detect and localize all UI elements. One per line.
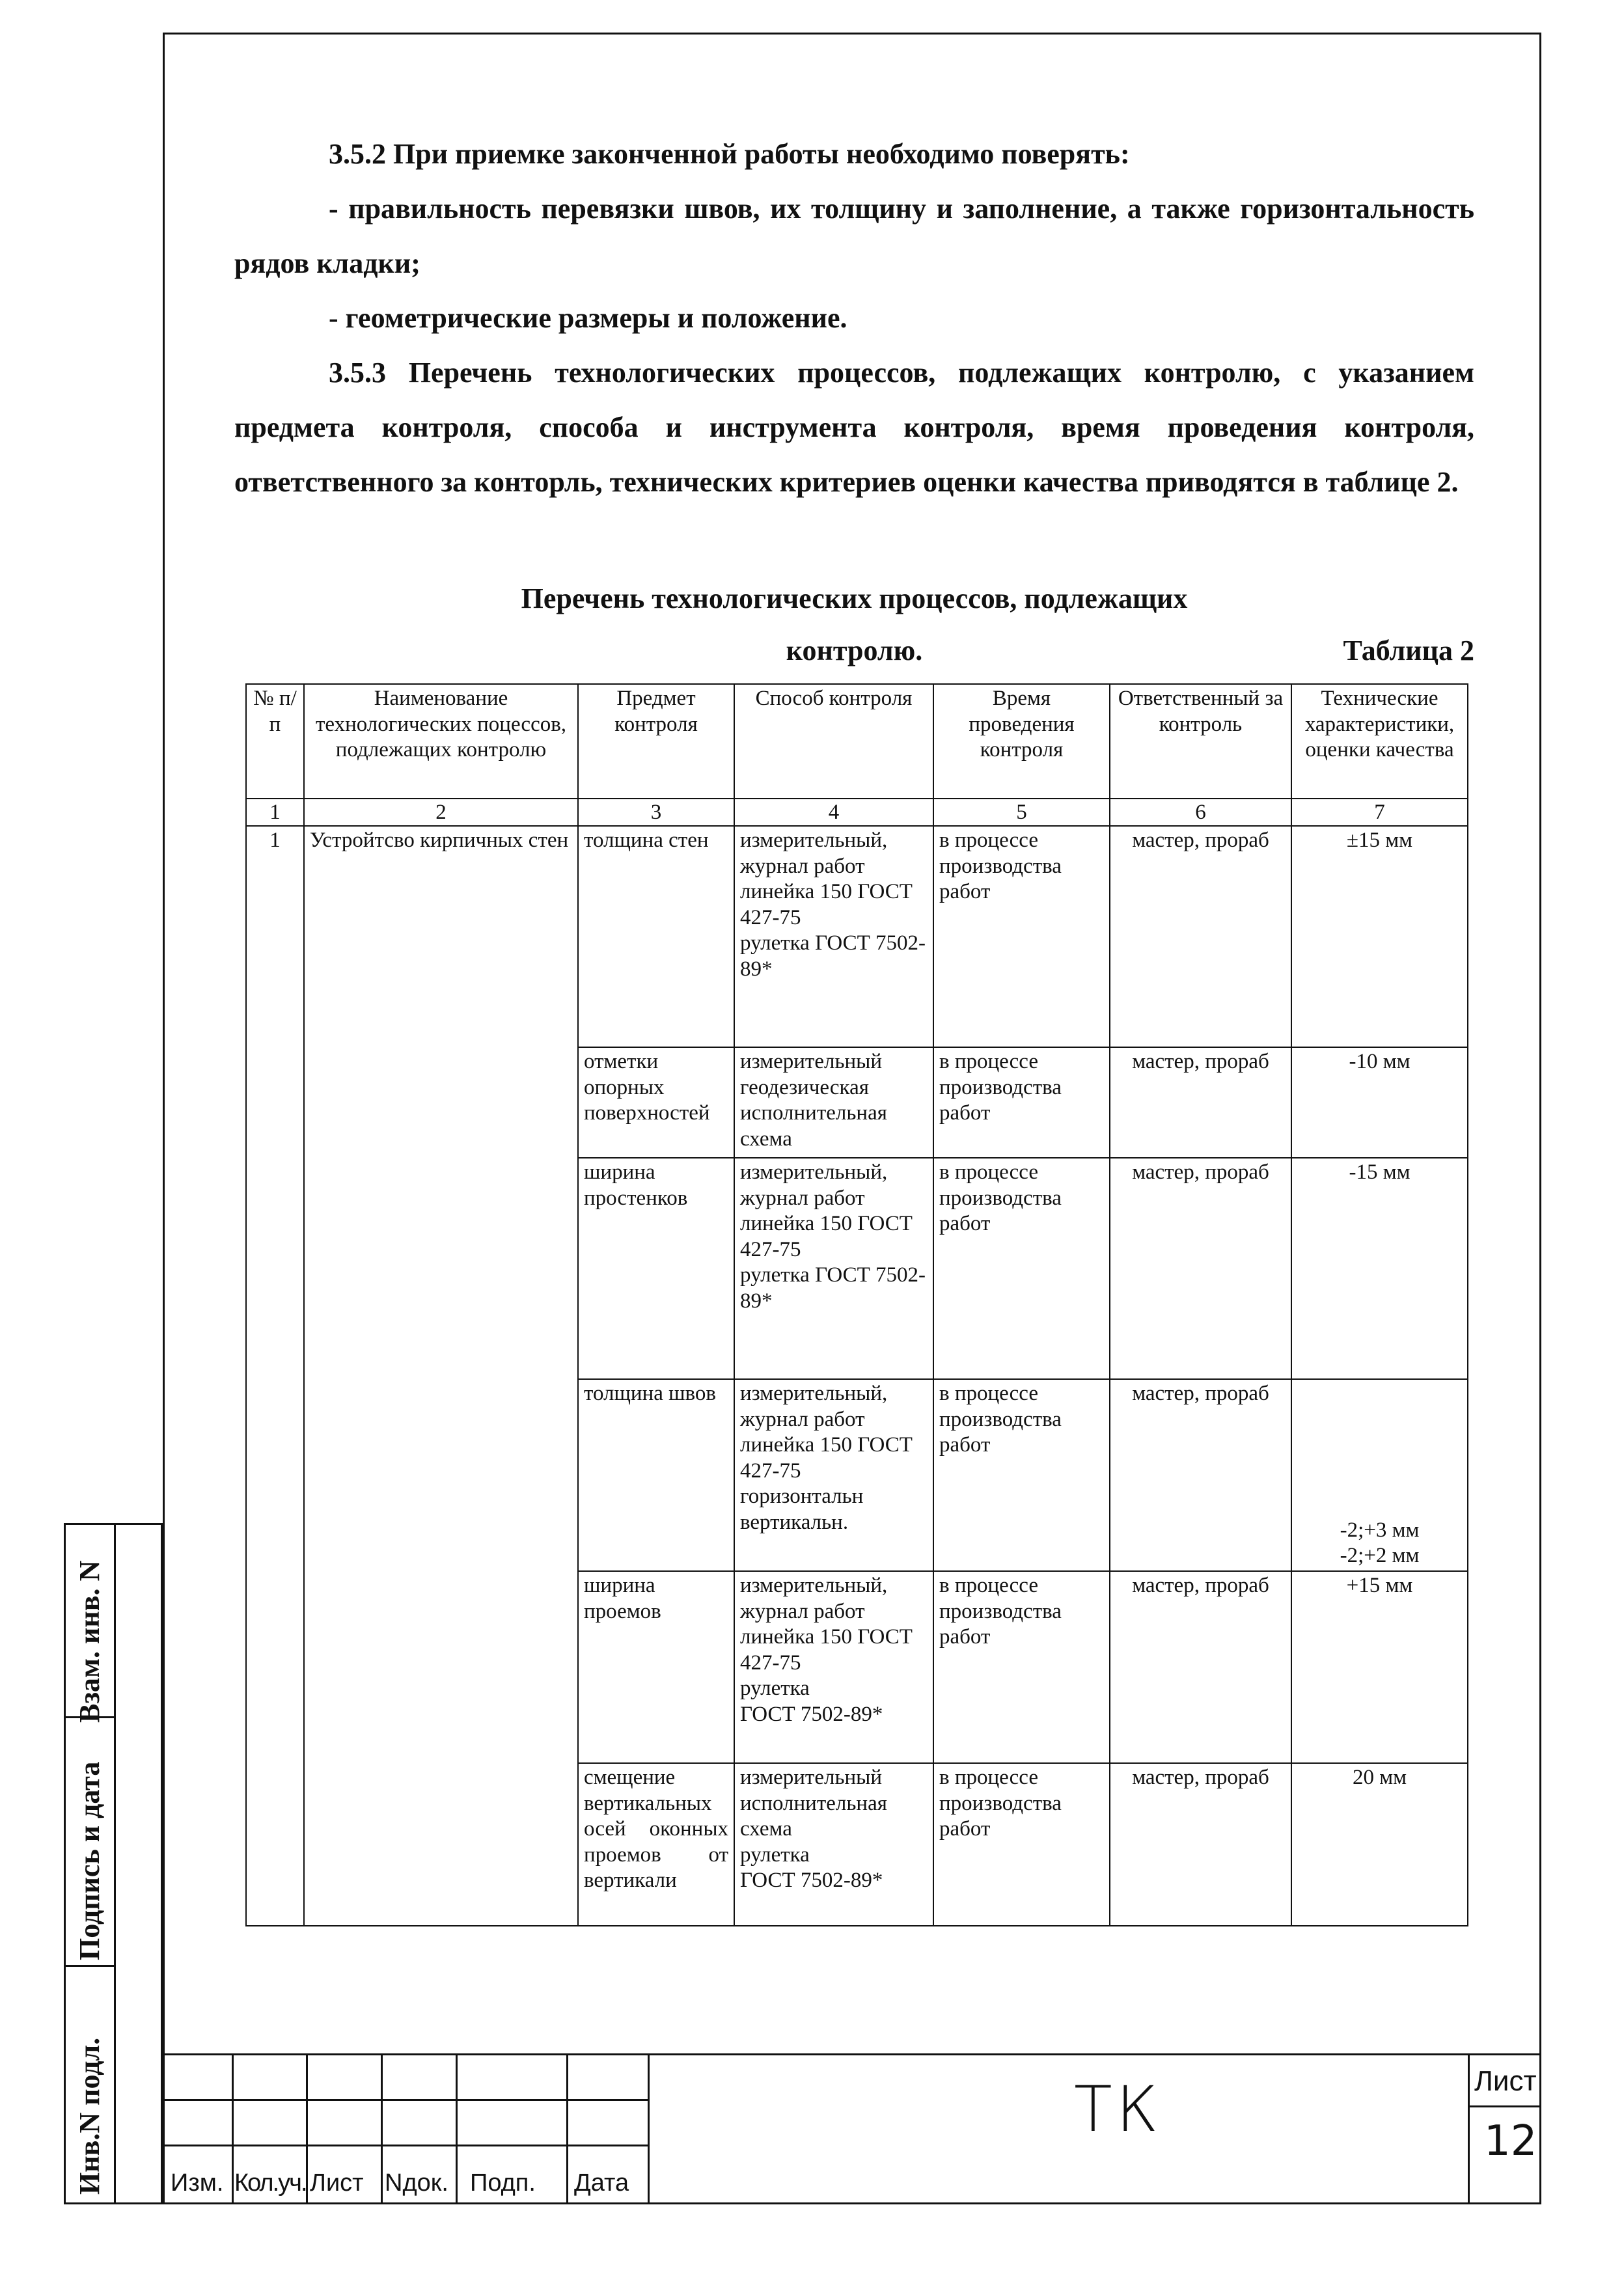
column-number: 3 [578, 799, 734, 826]
stamp-col-izm: Изм. [171, 2169, 224, 2197]
method-line: линейка 150 ГОСТ 427-75 [740, 1625, 913, 1675]
header-method: Способ контроля [734, 684, 933, 799]
column-number: 2 [304, 799, 578, 826]
stamp-col-line [648, 2053, 650, 2204]
control-table [245, 683, 1468, 1926]
quality-criteria: ±15 мм [1291, 826, 1468, 1047]
side-label-replace: Взам. инв. N [74, 1560, 105, 1723]
stamp-col-data: Дата [574, 2169, 629, 2197]
control-subject: толщина стен [578, 826, 734, 1047]
control-time: в процессе производства работ [933, 1763, 1110, 1926]
method-line: рулетка ГОСТ 7502-89* [740, 1263, 926, 1313]
body-text [234, 127, 1474, 510]
control-subject: ширина проемов [578, 1571, 734, 1763]
responsible: мастер, прораб [1110, 1379, 1291, 1571]
column-number: 6 [1110, 799, 1291, 826]
control-subject: отметки опорных поверхностей [578, 1047, 734, 1158]
table-title-line2: контролю. [786, 635, 923, 666]
method-line: линейка 150 ГОСТ 427-75 [740, 880, 913, 929]
table-title-line2-wrap [234, 625, 1474, 677]
table-row [246, 826, 1468, 1047]
criteria-line: -2;+3 мм [1340, 1518, 1420, 1542]
control-time: в процессе производства работ [933, 1158, 1110, 1379]
responsible: мастер, прораб [1110, 1763, 1291, 1926]
stamp-col-ndok: Nдок. [385, 2169, 448, 2197]
quality-criteria: -10 мм [1291, 1047, 1468, 1158]
header-time: Время проведения контроля [933, 684, 1110, 799]
method-line: измерительный геодезическая исполнительная схема [740, 1050, 887, 1151]
header-criteria: Технические характеристики, оценки качества [1291, 684, 1468, 799]
control-method [734, 1047, 933, 1158]
control-method [734, 1379, 933, 1571]
stamp-col-line [456, 2053, 458, 2204]
method-line: измерительный, журнал работ [740, 829, 888, 878]
control-subject: ширина простенков [578, 1158, 734, 1379]
method-line: вертикальн. [740, 1510, 849, 1534]
sheet-label: Лист [1474, 2065, 1537, 2097]
method-line: рулетка ГОСТ 7502-89* [740, 931, 926, 981]
side-strip [64, 1523, 161, 2204]
table-title-line1: Перечень технологических процессов, подлежащих [521, 583, 1188, 614]
quality-criteria: 20 мм [1291, 1763, 1468, 1926]
paragraph-3-5-2: 3.5.2 При приемке законченной работы необходимо поверять: [329, 138, 1130, 170]
method-line: измерительный, журнал работ [740, 1160, 888, 1210]
process-name: Устройтсво кирпичных стен [304, 826, 578, 1926]
stamp-col-line [232, 2053, 234, 2204]
title-block [163, 2040, 1541, 2204]
stamp-col-list: Лист [310, 2169, 364, 2197]
responsible: мастер, прораб [1110, 826, 1291, 1047]
control-method [734, 1571, 933, 1763]
header-subject: Предмет контроля [578, 684, 734, 799]
sheet-number: 12 [1484, 2117, 1537, 2165]
control-time: в процессе производства работ [933, 1379, 1110, 1571]
stamp-row-line [163, 2145, 648, 2146]
method-line: рулетка [740, 1677, 810, 1701]
control-method [734, 1763, 933, 1926]
responsible: мастер, прораб [1110, 1158, 1291, 1379]
column-number: 7 [1291, 799, 1468, 826]
stamp-col-kol: Кол.уч. [234, 2169, 307, 2197]
stamp-row-line [163, 2099, 648, 2101]
control-method [734, 1158, 933, 1379]
header-process: Наименование технологических поцессов, подлежащих контролю [304, 684, 578, 799]
header-responsible: Ответственный за контроль [1110, 684, 1291, 799]
method-line: измерительный исполнительная схема [740, 1766, 887, 1841]
column-number: 1 [246, 799, 304, 826]
criteria-line: -2;+2 мм [1340, 1544, 1420, 1568]
method-line: измерительный, журнал работ [740, 1382, 888, 1431]
paragraph-3-5-3: 3.5.3 Перечень технологических процессов, подлежащих контролю, с указанием предмета контроля, способа и инструмента контроля, время проведения контроля, ответственного за конторль, технических критериев оценки качества приводятся в таблице 2. [234, 357, 1474, 498]
control-method [734, 826, 933, 1047]
side-label-signature: Подпись и дата [74, 1761, 105, 1960]
control-time: в процессе производства работ [933, 1571, 1110, 1763]
control-time: в процессе производства работ [933, 1047, 1110, 1158]
stamp-col-line [381, 2053, 383, 2204]
control-subject: смещение вертикальных осей оконных проемов от вертикали [578, 1763, 734, 1926]
column-number: 5 [933, 799, 1110, 826]
control-time: в процессе производства работ [933, 826, 1110, 1047]
side-label-inventory: Инв.N подл. [74, 2037, 105, 2195]
method-line: измерительный, журнал работ [740, 1574, 888, 1623]
method-line: ГОСТ 7502-89* [740, 1702, 883, 1726]
stamp-sheet-line [1468, 2105, 1541, 2107]
method-line: линейка 150 ГОСТ 427-75 [740, 1433, 913, 1483]
stamp-top-line [163, 2053, 1541, 2055]
quality-criteria: +15 мм [1291, 1571, 1468, 1763]
document-code: ТК [1074, 2073, 1163, 2146]
paragraph-geometry: - геометрические размеры и положение. [329, 302, 847, 334]
responsible: мастер, прораб [1110, 1047, 1291, 1158]
responsible: мастер, прораб [1110, 1571, 1291, 1763]
method-line: линейка 150 ГОСТ 427-75 [740, 1212, 913, 1261]
column-number-row [246, 799, 1468, 826]
quality-criteria: -15 мм [1291, 1158, 1468, 1379]
control-subject: толщина швов [578, 1379, 734, 1571]
column-number: 4 [734, 799, 933, 826]
table-number-label: Таблица 2 [1343, 635, 1474, 666]
row-number: 1 [246, 826, 304, 1926]
quality-criteria [1291, 1379, 1468, 1571]
method-line: ГОСТ 7502-89* [740, 1869, 883, 1893]
stamp-col-line [1468, 2053, 1470, 2204]
header-number: № п/п [246, 684, 304, 799]
table-title [234, 573, 1474, 677]
paragraph-seams: - правильность перевязки швов, их толщину и заполнение, а также горизонтальность рядов кладки; [234, 193, 1474, 279]
stamp-col-line [566, 2053, 568, 2204]
table-header-row [246, 684, 1468, 799]
method-line: горизонтальн [740, 1485, 864, 1509]
stamp-col-podp: Подп. [470, 2169, 536, 2197]
method-line: рулетка [740, 1843, 810, 1867]
